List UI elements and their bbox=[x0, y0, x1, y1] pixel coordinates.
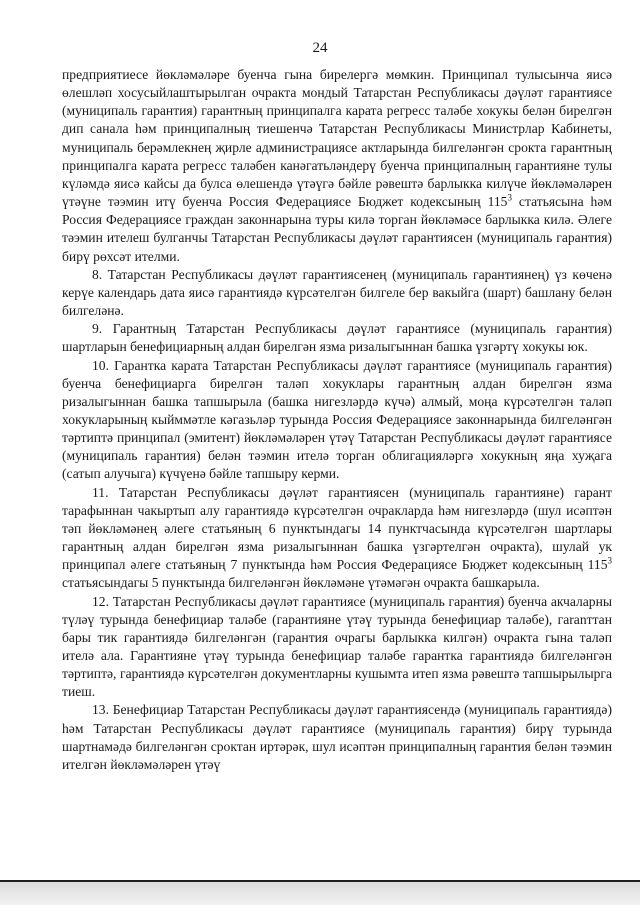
paragraph bbox=[62, 266, 612, 320]
paragraph bbox=[62, 357, 612, 484]
document-body bbox=[62, 66, 612, 774]
paragraph-text: 13. Бенефициар Татарстан Республикасы дәүләт гарантиясендә (муниципаль гарантиядә) һәм Татарстан Республикасы дәүләт гарантиясе (муниципаль гарантия) бирү турында шартнамәдә билгеләнгән сроктан иртәрәк, шул исәптән принципалның гарантия белән тәэмин ителгән йөкләмәләрен үтәү bbox=[62, 702, 612, 772]
paragraph-text: 8. Татарстан Республикасы дәүләт гарантиясенең (муниципаль гарантиянең) үз көченә керүе календарь дата яисә гарантиядә күрсәтелгән билгеле бер вакыйга (шарт) башлану белән билгеләнә. bbox=[62, 266, 612, 319]
paragraph bbox=[62, 593, 612, 702]
paragraph bbox=[62, 66, 612, 266]
paragraph-text: 10. Гарантка карата Татарстан Республикасы дәүләт гарантиясе (муниципаль гарантия) буенча бенефициарга бирелгән таләп хокуклары гарантның алдан бирелгән язма ризалыгыннан башка тапшырыла (башка нигезләрдә күчә) алмый, моңа күрсәтелгән таләп хокукларының кыйммәтле кәгазьләр турында Россия Федерациясе законнарында билгеләнгән тәртиптә принципал (эмитент) йөкләмәләрен үтәү Татарстан Республикасы дәүләт гарантиясе (муниципаль гарантия) белән тәэмин ителә торган облигацияләргә хокукның яңа хуҗага (сатып алучыга) күчүенә бәйле тапшыру керми. bbox=[62, 357, 612, 482]
paragraph-text: 9. Гарантның Татарстан Республикасы дәүләт гарантиясе (муниципаль гарантия) шартларын бенефициарның алдан бирелгән язма ризалыгыннан башка үзгәртү хокукы юк. bbox=[62, 321, 612, 355]
scan-margin-shade bbox=[0, 882, 640, 905]
paragraph-text: предприятиесе йөкләмәләре буенча гына бирелергә мөмкин. Принципал тулысынча яисә өлешләп хосусыйлаштырылган очракта мондый Татарстан Республикасы дәүләт гарантиясе (муниципаль гарантия) гарантның принципалга карата регресс таләбе хокукы белән бирелгән дип санала һәм принципалның тиешенчә Татарстан Республикасы Министрлар Кабинеты, муниципаль берәмлекнең җирле администрациясе актларында билгеләнгән срокта гарантның принципалга карата регресс таләбен канәгатьләндерү буенча принципалның гарантияне тулы күләмдә яисә кайсы да булса өлешендә үтәүгә бәйле рәвештә барлыкка килүче йөкләмәләрен үтәүне тәэмин итү буенча Россия Федерациясе Бюджет кодексының 115 bbox=[62, 67, 612, 210]
superscript: 3 bbox=[607, 555, 612, 566]
paragraph-text: статьясына һәм Россия Федерациясе граждан законнарына туры килә торган йөкләмәсе барлыкка килә. Әлеге тәэмин ителеш булганчы Татарстан Республикасы дәүләт гарантиясен (муниципаль гарантия) бирү рөхсәт ителми. bbox=[62, 194, 612, 264]
page-number: 24 bbox=[312, 40, 328, 56]
paragraph-text: 11. Татарстан Республикасы дәүләт гарантиясен (муниципаль гарантияне) гарант тарафыннан чакыртып алу гарантиядә күрсәтелгән очракларда һәм нигезләрдә (шул исәптән тәп йөкләмәнең әлеге статьяның 6 пунктындагы 14 пунктчасында күрсәтелгән шартлары гарантның алдан бирелгән язма ризалыгыннан башка үзгәртелгән очракта), шулай ук принципал әлеге статьяның 7 пунктында һәм Россия Федерациясе Бюджет кодексының 115 bbox=[62, 484, 612, 573]
paragraph-text: статьясындагы 5 пунктында билгеләнгән йөкләмәне үтәмәгән очракта башкарыла. bbox=[62, 575, 540, 591]
paragraph bbox=[62, 484, 612, 593]
superscript: 3 bbox=[507, 192, 512, 203]
paragraph-text: 12. Татарстан Республикасы дәүләт гарантиясе (муниципаль гарантия) буенча акчаларны түләү турында бенефициар таләбе (гарантияне үтәү турында бенефициар таләбе), гaranттан бары тик гарантиядә билгеләнгән (гарантия очрагы барлыкка килгән) очракта гына таләп ителә ала. Гарантияне үтәү турында бенефициар таләбе гарантка гарантиядә билгеләнгән тәртиптә, гарантиядә күрсәтелгән документларны кушымта итеп язма рәвештә тапшырылырга тиеш. bbox=[62, 593, 612, 700]
paragraph bbox=[62, 320, 612, 356]
paragraph bbox=[62, 701, 612, 774]
